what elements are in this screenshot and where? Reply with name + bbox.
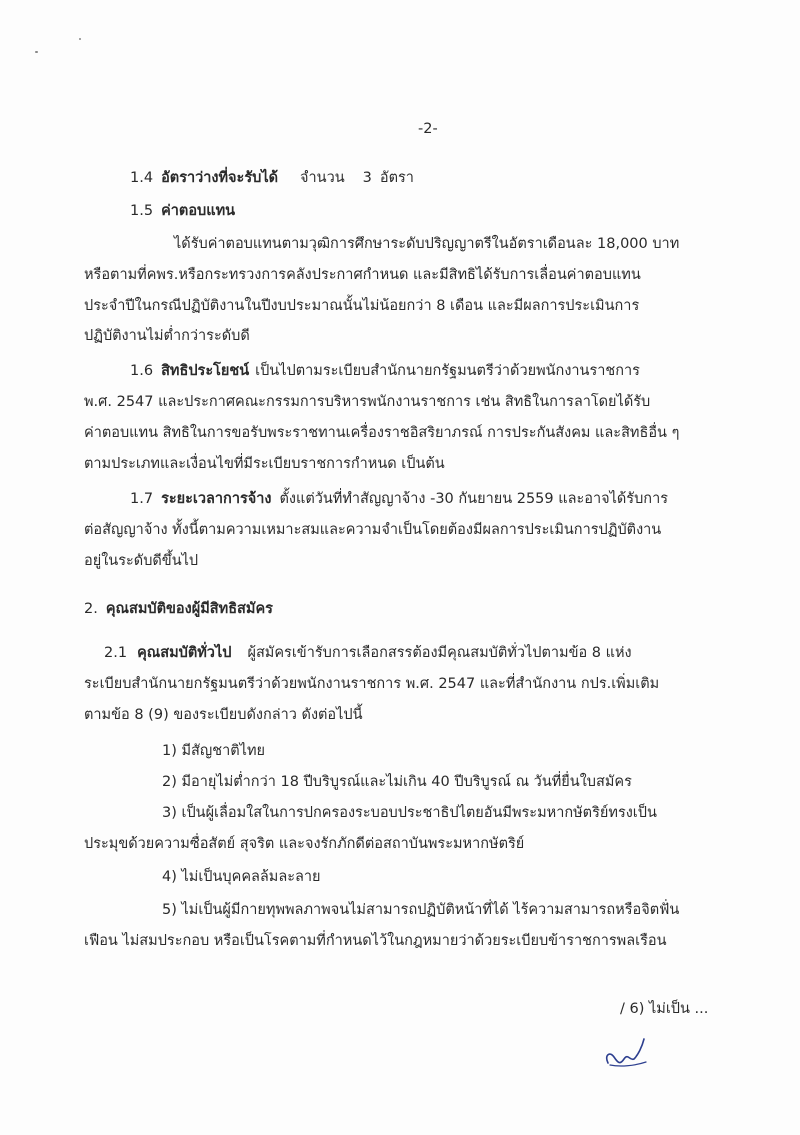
section-title: คุณสมบัติของผู้มีสิทธิสมัคร bbox=[105, 601, 273, 617]
scan-speck bbox=[35, 51, 38, 53]
paragraph-text: เป็นไปตามระเบียบสำนักนายกรัฐมนตรีว่าด้วยพนักงานราชการ bbox=[255, 363, 640, 379]
section-title: อัตราว่างที่จะรับได้ bbox=[161, 170, 279, 186]
section-title: สิทธิประโยชน์ bbox=[161, 363, 250, 379]
section-title: ระยะเวลาการจ้าง bbox=[161, 491, 272, 507]
list-item: 2) มีอายุไม่ต่ำกว่า 18 ปีบริบูรณ์และไม่เกิน 40 ปีบริบูรณ์ ณ วันที่ยื่นใบสมัคร bbox=[162, 774, 632, 790]
section-title: คุณสมบัติทั่วไป bbox=[137, 645, 232, 661]
paragraph-line: ตามข้อ 8 (9) ของระเบียบดังกล่าว ดังต่อไปนี้ bbox=[84, 707, 363, 723]
list-item: 5) ไม่เป็นผู้มีกายทุพพลภาพจนไม่สามารถปฏิบัติหน้าที่ได้ ไร้ความสามารถหรือจิตฟั่น bbox=[162, 902, 680, 918]
paragraph-line: ต่อสัญญาจ้าง ทั้งนี้ตามความเหมาะสมและความจำเป็นโดยต้องมีผลการประเมินการปฏิบัติงาน bbox=[84, 522, 662, 538]
count-value: 3 bbox=[362, 170, 372, 186]
section-number: 2. bbox=[84, 601, 98, 617]
section-number: 1.6 bbox=[130, 363, 154, 379]
section-number: 1.5 bbox=[130, 203, 154, 219]
section-number: 1.4 bbox=[130, 170, 154, 186]
section-1-7 bbox=[130, 488, 668, 510]
section-number: 1.7 bbox=[130, 491, 154, 507]
section-1-5-heading bbox=[130, 200, 235, 222]
section-2-1 bbox=[104, 642, 632, 664]
count-label: จำนวน bbox=[300, 170, 345, 186]
paragraph-line: ได้รับค่าตอบแทนตามวุฒิการศึกษาระดับปริญญาตรีในอัตราเดือนละ 18,000 บาท bbox=[174, 236, 680, 252]
section-number: 2.1 bbox=[104, 645, 128, 661]
paragraph-line: ปฏิบัติงานไม่ต่ำกว่าระดับดี bbox=[84, 328, 250, 344]
scan-speck bbox=[79, 38, 81, 40]
list-item-continuation: เฟือน ไม่สมประกอบ หรือเป็นโรคตามที่กำหนดไว้ในกฎหมายว่าด้วยระเบียบข้าราชการพลเรือน bbox=[84, 933, 667, 949]
list-item-continuation: ประมุขด้วยความซื่อสัตย์ สุจริต และจงรักภักดีต่อสถาบันพระมหากษัตริย์ bbox=[84, 836, 525, 852]
paragraph-line: หรือตามที่คพร.หรือกระทรวงการคลังประกาศกำหนด และมีสิทธิได้รับการเลื่อนค่าตอบแทน bbox=[84, 267, 641, 283]
section-title: ค่าตอบแทน bbox=[161, 203, 236, 219]
signature-mark bbox=[600, 1035, 652, 1071]
paragraph-text: ผู้สมัครเข้ารับการเลือกสรรต้องมีคุณสมบัติทั่วไปตามข้อ 8 แห่ง bbox=[247, 645, 632, 661]
paragraph-line: อยู่ในระดับดีขึ้นไป bbox=[84, 553, 199, 569]
paragraph-line: พ.ศ. 2547 และประกาศคณะกรรมการบริหารพนักงานราชการ เช่น สิทธิในการลาโดยได้รับ bbox=[84, 394, 651, 410]
paragraph-line: ระเบียบสำนักนายกรัฐมนตรีว่าด้วยพนักงานราชการ พ.ศ. 2547 และที่สำนักงาน กปร.เพิ่มเติม bbox=[84, 676, 660, 692]
list-item: 1) มีสัญชาติไทย bbox=[162, 743, 266, 759]
list-item: 3) เป็นผู้เลื่อมใสในการปกครองระบอบประชาธิปไตยอันมีพระมหากษัตริย์ทรงเป็น bbox=[162, 805, 657, 821]
section-1-4 bbox=[130, 167, 414, 189]
continuation-note: / 6) ไม่เป็น ... bbox=[620, 1001, 709, 1017]
paragraph-line: ตามประเภทและเงื่อนไขที่มีระเบียบราชการกำหนด เป็นต้น bbox=[84, 456, 445, 472]
paragraph-text: ตั้งแต่วันที่ทำสัญญาจ้าง -30 กันยายน 2559 และอาจได้รับการ bbox=[279, 491, 669, 507]
page-number: -2- bbox=[418, 121, 438, 137]
section-2-heading bbox=[84, 598, 273, 620]
list-item: 4) ไม่เป็นบุคคลล้มละลาย bbox=[162, 869, 321, 885]
section-1-6 bbox=[130, 360, 640, 382]
count-unit: อัตรา bbox=[379, 170, 414, 186]
paragraph-line: ค่าตอบแทน สิทธิในการขอรับพระราชทานเครื่องราชอิสริยาภรณ์ การประกันสังคม และสิทธิอื่น ๆ bbox=[84, 425, 680, 441]
paragraph-line: ประจำปีในกรณีปฏิบัติงานในปีงบประมาณนั้นไม่น้อยกว่า 8 เดือน และมีผลการประเมินการ bbox=[84, 298, 640, 314]
